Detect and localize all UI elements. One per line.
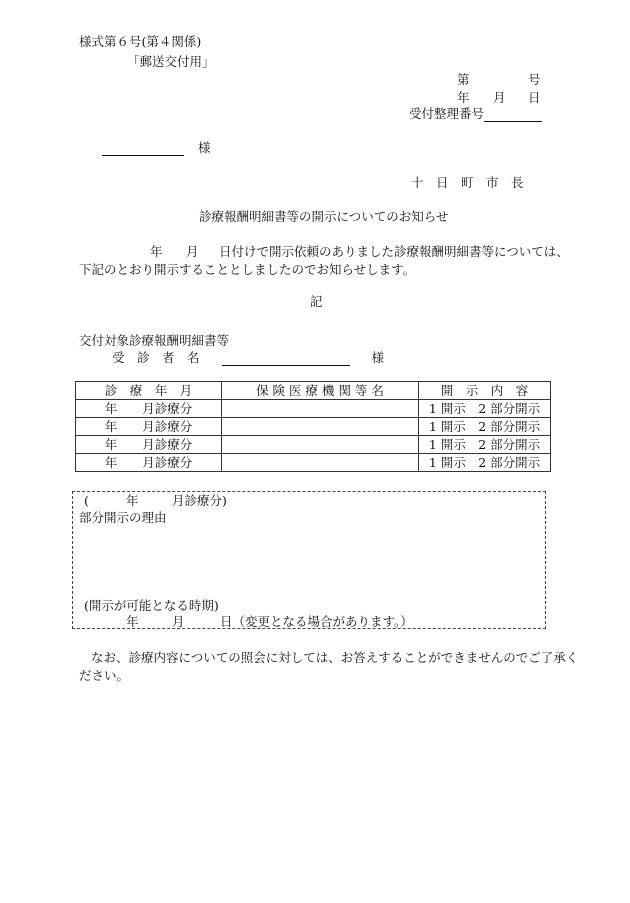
box-header-open: ( (84, 493, 89, 508)
form-number: 様式第６号(第４関係) (79, 34, 202, 49)
date-year: 年 (457, 90, 470, 105)
patient-suffix: 様 (371, 350, 384, 365)
patient-name-field[interactable] (222, 352, 350, 366)
box-header-year: 年 (126, 493, 139, 508)
period-year: 年 (126, 614, 139, 629)
receipt-number-field[interactable] (484, 108, 542, 122)
disclosure-table (75, 381, 551, 472)
row-date[interactable]: 年 月診療分 (76, 436, 222, 454)
body-line1-text: 日付けで開示依頼のありました診療報酬明細書等については、 (219, 244, 569, 259)
period-label: (開示が可能となる時期) (84, 598, 219, 613)
receipt-number-line (409, 106, 542, 122)
patient-line (112, 350, 384, 366)
page-title: 診療報酬明細書等の開示についてのお知らせ (199, 209, 449, 224)
doc-number-prefix: 第 (457, 72, 470, 87)
table-row (76, 436, 551, 454)
row-disclosure[interactable]: 1 開示 2 部分開示 (419, 418, 551, 436)
body-month: 月 (186, 244, 199, 259)
table-row (76, 454, 551, 472)
table-row (76, 400, 551, 418)
table-row (76, 418, 551, 436)
period-month: 月 (172, 614, 185, 629)
addressee-suffix: 様 (197, 140, 211, 155)
row-institution[interactable] (222, 418, 419, 436)
header-disclosure: 開 示 内 容 (419, 382, 551, 400)
footer-note-line2: ださい。 (79, 668, 130, 683)
partial-reason-label: 部分開示の理由 (79, 510, 167, 525)
row-disclosure[interactable]: 1 開示 2 部分開示 (419, 454, 551, 472)
row-date[interactable]: 年 月診療分 (76, 454, 222, 472)
footer-note-line1: なお、診療内容についての照会に対しては、お答えすることができませんのでご了承く (91, 650, 579, 665)
period-day: 日（変更となる場合があります。） (220, 614, 413, 629)
addressee-line (102, 140, 211, 156)
row-institution[interactable] (222, 454, 419, 472)
table-header-row (76, 382, 551, 400)
row-date[interactable]: 年 月診療分 (76, 418, 222, 436)
sender: 十 日 町 市 長 (411, 175, 524, 190)
box-header-month: 月診療分) (172, 493, 227, 508)
body-year: 年 (150, 244, 163, 259)
row-disclosure[interactable]: 1 開示 2 部分開示 (419, 436, 551, 454)
doc-number-suffix: 号 (528, 72, 541, 87)
row-institution[interactable] (222, 400, 419, 418)
patient-label: 受 診 者 名 (112, 350, 200, 365)
date-day: 日 (528, 90, 541, 105)
addressee-field[interactable] (102, 142, 184, 156)
row-date[interactable]: 年 月診療分 (76, 400, 222, 418)
ki-heading: 記 (310, 294, 323, 309)
subject-heading: 交付対象診療報酬明細書等 (79, 333, 230, 348)
receipt-label: 受付整理番号 (409, 106, 485, 121)
body-line2-text: 下記のとおり開示することとしましたのでお知らせします。 (79, 262, 416, 277)
delivery-type: 「郵送交付用」 (127, 54, 215, 69)
row-institution[interactable] (222, 436, 419, 454)
row-disclosure[interactable]: 1 開示 2 部分開示 (419, 400, 551, 418)
date-month: 月 (493, 90, 506, 105)
header-date: 診 療 年 月 (76, 382, 222, 400)
header-institution: 保 険 医 療 機 関 等 名 (222, 382, 419, 400)
